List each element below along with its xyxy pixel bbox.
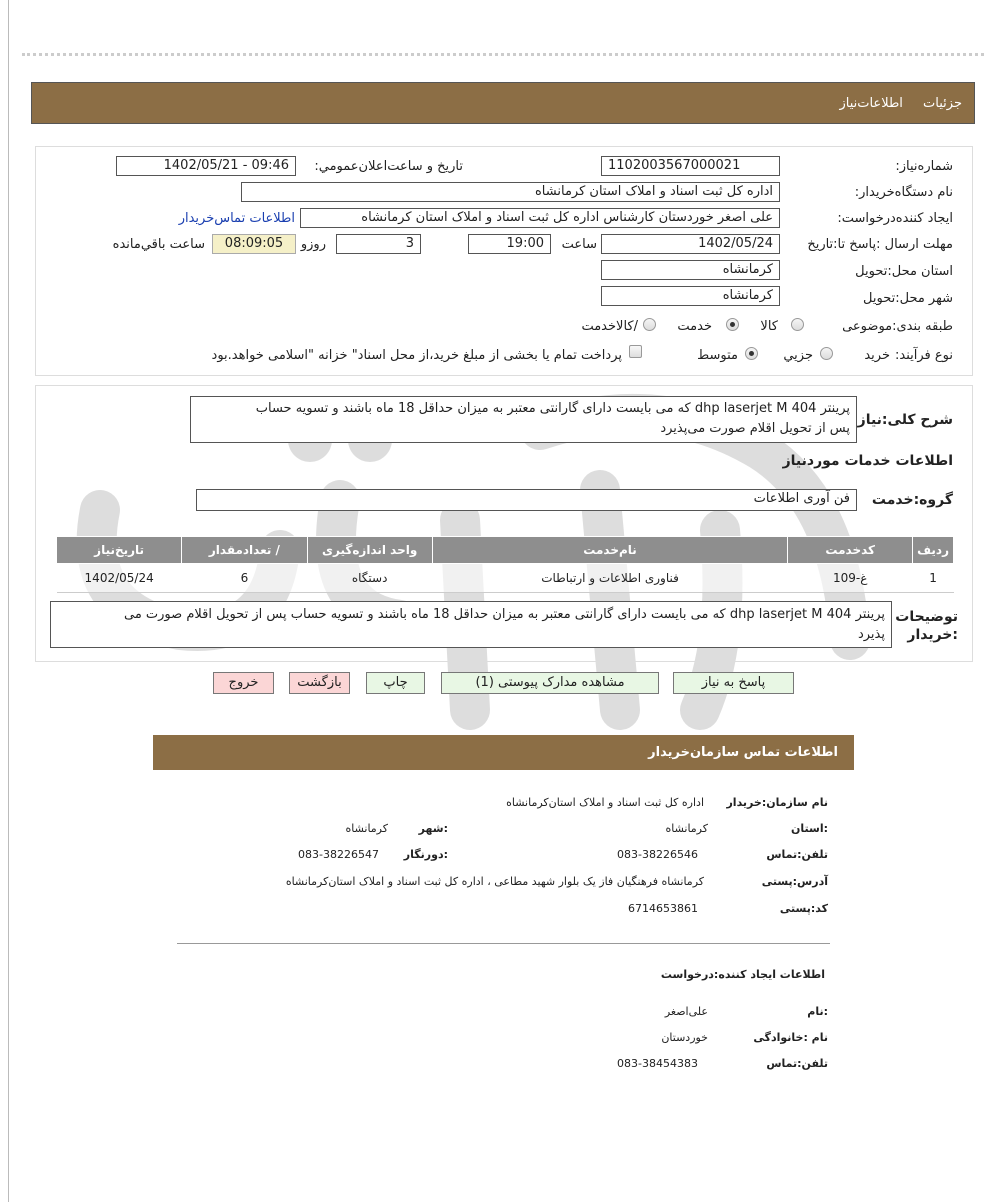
contact-address-label: آدرس:پستی bbox=[761, 875, 828, 888]
process-buy-label: خرید bbox=[864, 348, 890, 363]
org-name-value: اداره کل ثبت اسناد و املاک استان‌کرمانشاه bbox=[506, 796, 704, 809]
general-description-label: شرح کلی:نیاز bbox=[857, 412, 953, 428]
dotted-separator bbox=[22, 53, 984, 56]
contact-phone-value: 083-38226546 bbox=[617, 848, 698, 861]
days-field: 3 bbox=[336, 234, 421, 254]
cell-unit: دستگاه bbox=[307, 564, 432, 593]
city-label: شهر محل:تحویل bbox=[863, 291, 953, 306]
contact-phone-label: تلفن:تماس bbox=[766, 848, 828, 861]
contact-province-value: کرمانشاه bbox=[665, 822, 708, 835]
creator-name-label: :نام bbox=[807, 1005, 828, 1018]
col-need-date: تاریخ‌نیاز bbox=[57, 537, 182, 564]
deadline-label: مهلت ارسال :پاسخ تا:تاریخ bbox=[807, 237, 953, 252]
radio-goods-label: کالا bbox=[760, 319, 778, 334]
cell-row: 1 bbox=[913, 564, 954, 593]
remaining-label: ساعت باقي‌مانده bbox=[112, 237, 205, 252]
service-group-label: گروه:خدمت bbox=[871, 492, 953, 508]
back-button[interactable]: بازگشت bbox=[289, 672, 350, 694]
buyer-org-label: نام دستگاه‌خریدار: bbox=[854, 185, 953, 200]
creator-family-label: نام :خانوادگی bbox=[753, 1031, 828, 1044]
contact-section-title: اطلاعات تماس سازمان‌خریدار bbox=[648, 745, 838, 760]
buyer-notes-label bbox=[895, 608, 958, 644]
contact-address-value: کرمانشاه فرهنگیان فاز یک بلوار شهید مطاعی ، اداره کل ثبت اسناد و املاک استان‌کرمانشاه bbox=[285, 875, 704, 888]
buyer-notes-label-line2: :خریدار bbox=[907, 627, 958, 643]
creator-field: علی اصغر خوردستان کارشناس اداره کل ثبت اسناد و املاک استان کرمانشاه bbox=[300, 208, 780, 228]
creator-label: ایجاد کننده‌درخواست: bbox=[837, 211, 953, 226]
print-button[interactable]: چاپ bbox=[366, 672, 425, 694]
deadline-time-field: 19:00 bbox=[468, 234, 551, 254]
days-label: روزو bbox=[300, 237, 326, 252]
reply-to-need-button[interactable]: پاسخ به نیاز bbox=[673, 672, 794, 694]
contact-postal-value: 6714653861 bbox=[628, 902, 698, 915]
col-quantity: / تعدادمقدار bbox=[182, 537, 307, 564]
services-table bbox=[56, 536, 954, 593]
contact-fax-label: :دورنگار bbox=[403, 848, 448, 861]
contact-province-label: :استان bbox=[791, 822, 828, 835]
table-row bbox=[57, 564, 954, 593]
buyer-notes-field bbox=[50, 601, 892, 648]
treasury-payment-note: پرداخت تمام یا بخشی از مبلغ خرید،از محل اسناد" خزانه "اسلامی خواهد.بود bbox=[211, 348, 622, 363]
buyer-notes-label-line1: توضیحات bbox=[895, 609, 958, 625]
province-field: کرمانشاه bbox=[601, 260, 780, 280]
radio-goods-service-label: /کالاخدمت bbox=[581, 319, 638, 334]
buyer-org-field: اداره کل ثبت اسناد و املاک استان کرمانشاه bbox=[241, 182, 780, 202]
col-unit: واحد اندازه‌گیری bbox=[307, 537, 432, 564]
radio-partial-label: جزیي bbox=[783, 348, 813, 363]
radio-goods[interactable] bbox=[791, 318, 804, 331]
remaining-time-field: 08:09:05 bbox=[212, 234, 296, 254]
need-number-label: شماره‌نیاز: bbox=[895, 159, 953, 174]
cell-need-date: 1402/05/24 bbox=[57, 564, 182, 593]
view-attachments-button[interactable]: مشاهده مدارک پیوستی (1) bbox=[441, 672, 659, 694]
cell-quantity: 6 bbox=[182, 564, 307, 593]
deadline-hour-label: ساعت bbox=[561, 237, 597, 252]
creator-phone-label: تلفن:تماس bbox=[766, 1057, 828, 1070]
radio-service-label: خدمت bbox=[677, 319, 712, 334]
tab-details[interactable]: جزئیات bbox=[923, 96, 962, 111]
col-row: ردیف bbox=[913, 537, 954, 564]
need-info-panel bbox=[35, 146, 973, 376]
cell-service-name: فناوری اطلاعات و ارتباطات bbox=[432, 564, 787, 593]
contact-section-header bbox=[153, 735, 854, 770]
deadline-date-field: 1402/05/24 bbox=[601, 234, 780, 254]
creator-family-value: خوردستان bbox=[661, 1031, 708, 1044]
process-type-label: نوع فرآیند: bbox=[895, 348, 953, 363]
services-table-header bbox=[57, 537, 954, 564]
service-group-field: فن آوری اطلاعات bbox=[196, 489, 857, 511]
province-label: استان محل:تحویل bbox=[855, 264, 953, 279]
buyer-notes-line1: پرینتر dhp laserjet M 404 که می بایست دارای گارانتی معتبر به میزان حداقل 18 ماه باشند و تسویه حساب پس از تحویل اقلام صورت می bbox=[123, 607, 885, 622]
radio-goods-service[interactable] bbox=[643, 318, 656, 331]
announce-datetime-label: تاریخ و ساعت‌اعلان‌عمومي: bbox=[314, 159, 463, 174]
creator-info-title: اطلاعات ایجاد کننده:درخواست bbox=[660, 968, 825, 981]
cell-service-code: غ-109 bbox=[788, 564, 913, 593]
exit-button[interactable]: خروج bbox=[213, 672, 274, 694]
contact-city-value: کرمانشاه bbox=[345, 822, 388, 835]
creator-name-value: علی‌اصغر bbox=[664, 1005, 708, 1018]
contact-postal-label: کد:پستی bbox=[779, 902, 828, 915]
radio-medium[interactable] bbox=[745, 347, 758, 360]
contact-fax-value: 083-38226547 bbox=[298, 848, 379, 861]
services-section-title: اطلاعات خدمات موردنیاز bbox=[782, 453, 953, 469]
treasury-payment-checkbox[interactable] bbox=[629, 345, 642, 358]
creator-phone-value: 083-38454383 bbox=[617, 1057, 698, 1070]
general-description-line1: پرینتر dhp laserjet M 404 که می بایست دارای گارانتی معتبر به میزان حداقل 18 ماه باشند و تسویه حساب bbox=[255, 401, 850, 416]
announce-datetime-field: 1402/05/21 - 09:46 bbox=[116, 156, 296, 176]
radio-service[interactable] bbox=[726, 318, 739, 331]
top-header-bar bbox=[31, 82, 975, 124]
general-description-field bbox=[190, 396, 857, 443]
category-label: طبقه بندی:موضوعی bbox=[842, 319, 953, 334]
radio-medium-label: متوسط bbox=[697, 348, 738, 363]
org-name-label: نام سازمان:خریدار bbox=[726, 796, 828, 809]
general-description-line2: پس از تحویل اقلام صورت می‌پذیرد bbox=[660, 421, 850, 436]
page-left-border bbox=[8, 0, 9, 1202]
city-field: کرمانشاه bbox=[601, 286, 780, 306]
radio-partial[interactable] bbox=[820, 347, 833, 360]
tab-need-info[interactable]: اطلاعات‌نیاز bbox=[839, 96, 903, 111]
contact-city-label: :شهر bbox=[418, 822, 448, 835]
buyer-contact-link[interactable]: اطلاعات تماس‌خریدار bbox=[178, 211, 295, 226]
contact-divider bbox=[177, 943, 830, 944]
need-number-field: 1102003567000021 bbox=[601, 156, 780, 176]
col-service-name: نام‌خدمت bbox=[432, 537, 787, 564]
col-service-code: کدخدمت bbox=[788, 537, 913, 564]
buyer-notes-line2: پذیرد bbox=[857, 627, 885, 642]
